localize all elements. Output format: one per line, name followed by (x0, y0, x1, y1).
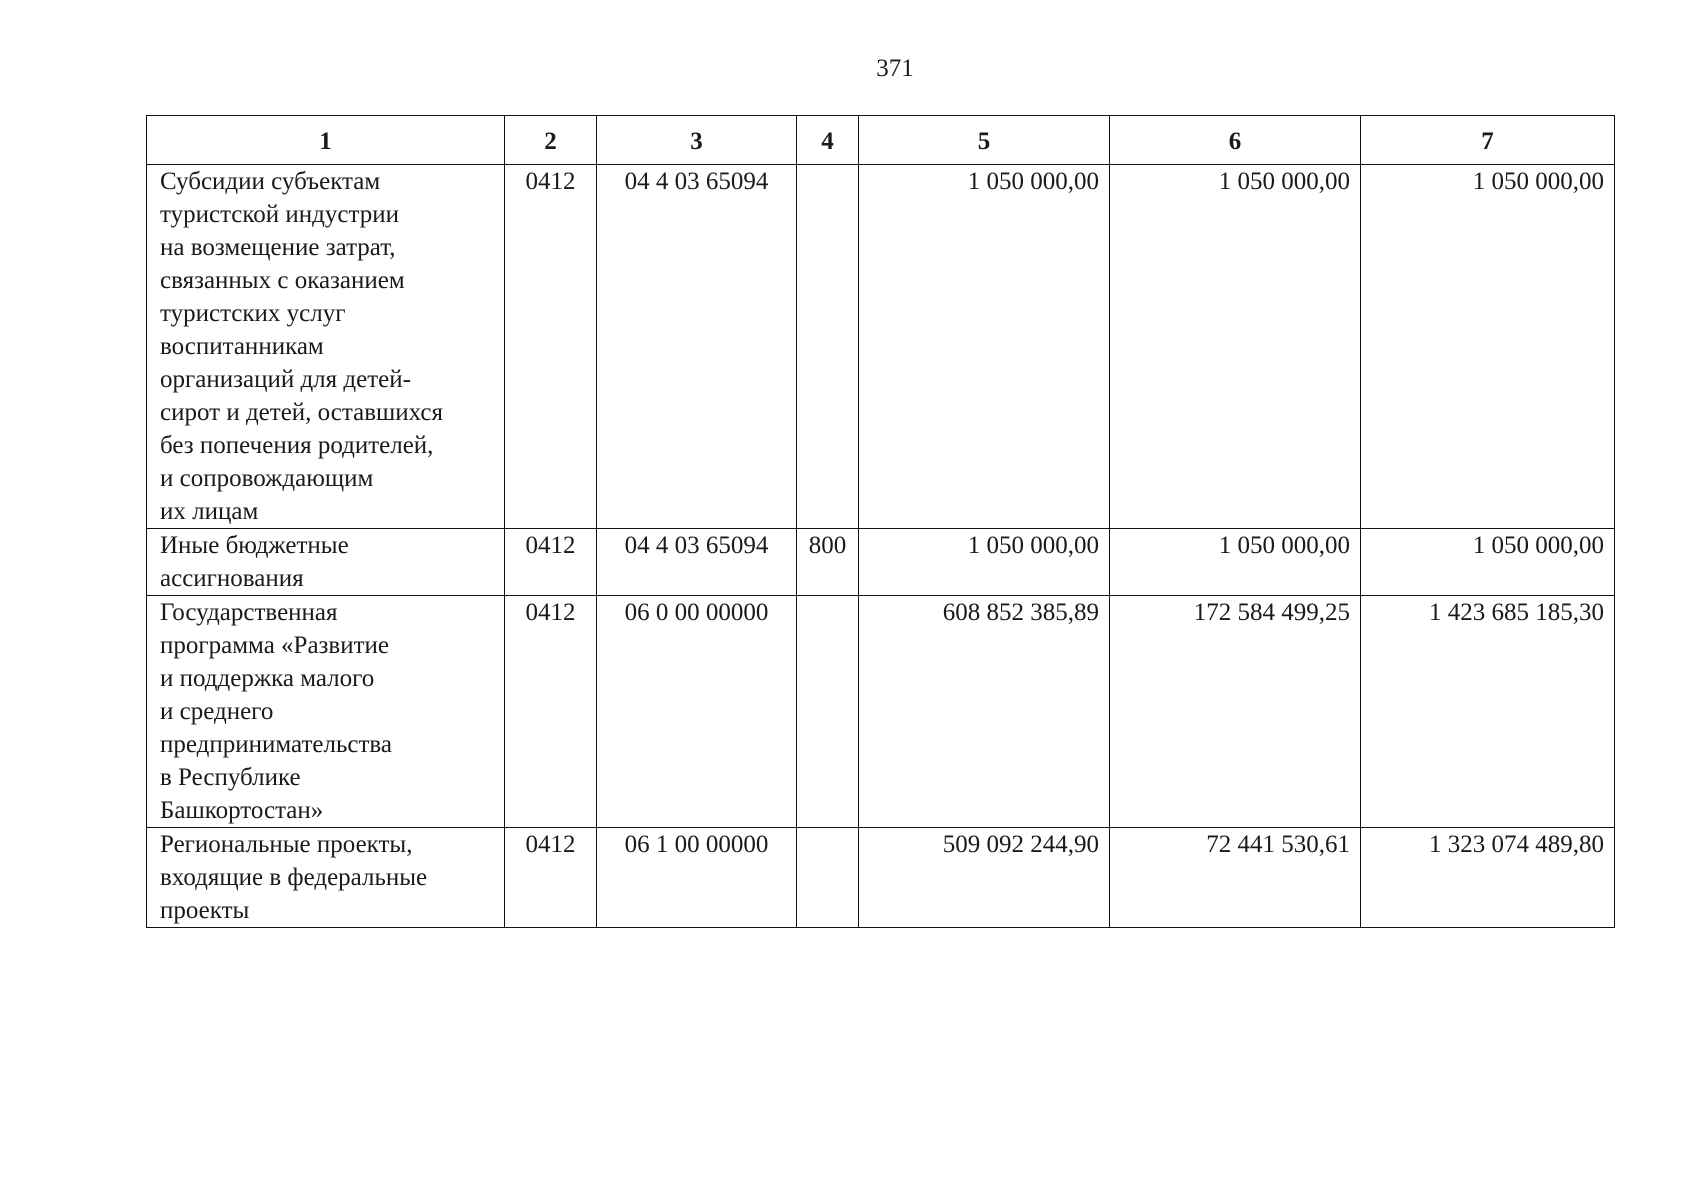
row-name-line: Государственная (160, 599, 338, 626)
amount-cell-7: 1 423 685 185,30 (1361, 596, 1615, 828)
row-name-line: связанных с оказанием (160, 267, 405, 294)
target-code-cell: 06 1 00 00000 (597, 828, 797, 928)
section-code-cell: 0412 (505, 596, 597, 828)
amount-cell-7: 1 050 000,00 (1361, 529, 1615, 596)
row-name-line: и сопровождающим (160, 465, 374, 492)
amount-cell-7: 1 050 000,00 (1361, 165, 1615, 529)
section-code-cell: 0412 (505, 165, 597, 529)
column-header-2: 2 (505, 116, 597, 165)
row-name-line: воспитанникам (160, 333, 324, 360)
table-header-row (147, 116, 1615, 165)
amount-cell-6: 1 050 000,00 (1110, 529, 1361, 596)
table-row (147, 828, 1615, 928)
table-row (147, 529, 1615, 596)
row-name-line: и среднего (160, 698, 274, 725)
amount-cell-6: 172 584 499,25 (1110, 596, 1361, 828)
amount-cell-7: 1 323 074 489,80 (1361, 828, 1615, 928)
column-header-5: 5 (859, 116, 1110, 165)
expense-type-cell (797, 596, 859, 828)
row-name-line: их лицам (160, 498, 259, 525)
target-code-cell: 06 0 00 00000 (597, 596, 797, 828)
amount-cell-5: 1 050 000,00 (859, 529, 1110, 596)
table-row (147, 165, 1615, 529)
row-name-line: предпринимательства (160, 731, 392, 758)
row-name-line: Башкортостан» (160, 797, 324, 824)
row-name-line: без попечения родителей, (160, 432, 434, 459)
expense-type-cell (797, 828, 859, 928)
table-row (147, 596, 1615, 828)
row-name-line: и поддержка малого (160, 665, 375, 692)
row-name-cell (147, 529, 505, 596)
target-code-cell: 04 4 03 65094 (597, 165, 797, 529)
expense-type-cell (797, 165, 859, 529)
row-name-cell (147, 596, 505, 828)
row-name-line: Субсидии субъектам (160, 168, 381, 195)
column-header-6: 6 (1110, 116, 1361, 165)
row-name-line: программа «Развитие (160, 632, 390, 659)
row-name-line: туристских услуг (160, 300, 346, 327)
row-name-line: Региональные проекты, (160, 831, 413, 858)
expense-type-cell: 800 (797, 529, 859, 596)
section-code-cell: 0412 (505, 529, 597, 596)
column-header-3: 3 (597, 116, 797, 165)
row-name-line: входящие в федеральные (160, 864, 428, 891)
row-name-line: ассигнования (160, 565, 304, 592)
row-name-line: Иные бюджетные (160, 532, 349, 559)
row-name-line: в Республике (160, 764, 301, 791)
section-code-cell: 0412 (505, 828, 597, 928)
row-name-cell (147, 165, 505, 529)
column-header-4: 4 (797, 116, 859, 165)
budget-table (146, 115, 1615, 928)
amount-cell-6: 72 441 530,61 (1110, 828, 1361, 928)
row-name-line: туристской индустрии (160, 201, 399, 228)
target-code-cell: 04 4 03 65094 (597, 529, 797, 596)
row-name-line: сирот и детей, оставшихся (160, 399, 444, 426)
row-name-line: организаций для детей- (160, 366, 411, 393)
row-name-cell (147, 828, 505, 928)
amount-cell-5: 608 852 385,89 (859, 596, 1110, 828)
amount-cell-5: 509 092 244,90 (859, 828, 1110, 928)
table-body (147, 165, 1615, 928)
amount-cell-5: 1 050 000,00 (859, 165, 1110, 529)
page-number: 371 (876, 55, 914, 82)
row-name-line: проекты (160, 897, 250, 924)
amount-cell-6: 1 050 000,00 (1110, 165, 1361, 529)
row-name-line: на возмещение затрат, (160, 234, 396, 261)
column-header-7: 7 (1361, 116, 1615, 165)
column-header-1: 1 (147, 116, 505, 165)
